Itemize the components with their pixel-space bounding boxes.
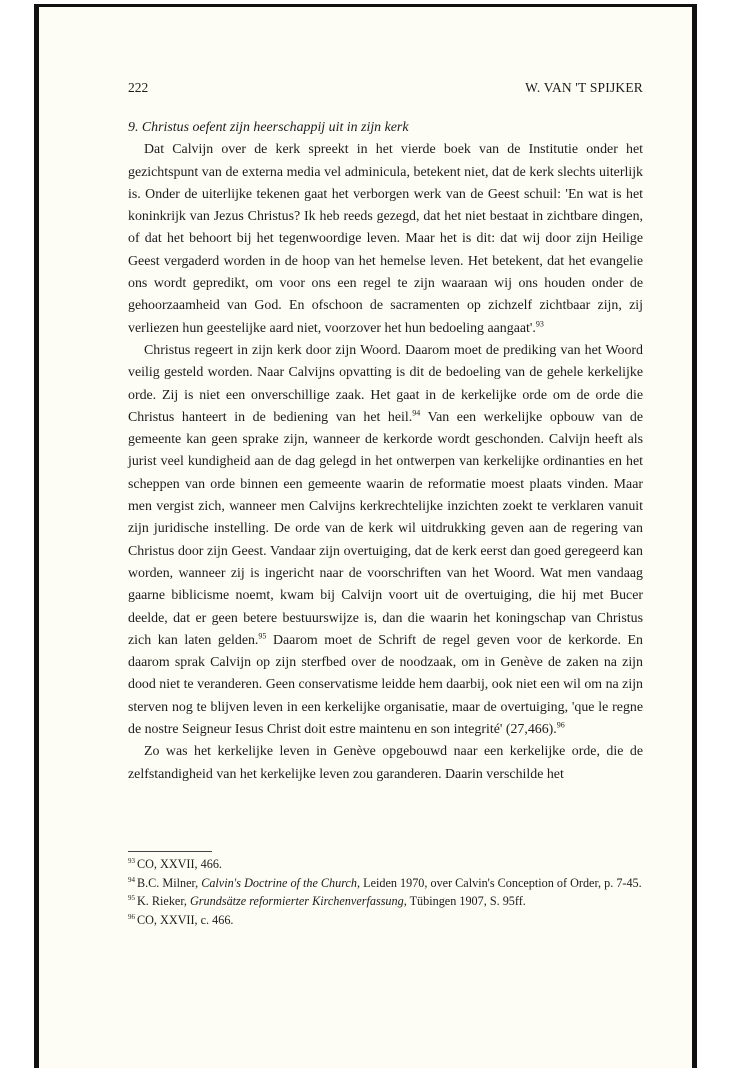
section-heading: 9. Christus oefent zijn heerschappij uit in zijn kerk <box>128 120 409 135</box>
footnote <box>128 912 643 930</box>
page-border-left <box>34 4 39 1068</box>
footnote-ref: 96 <box>556 720 565 730</box>
body-text <box>128 117 643 786</box>
paragraph <box>128 139 643 340</box>
book-title: Calvin's Doctrine of the Church, <box>201 875 361 890</box>
text-run: Christus regeert in zijn kerk door zijn Woord. Daarom moet de prediking van het Woord veilig gesteld worden. Naar Calvijns opvatting is dit de bedoeling van de gehele kerkelijke orde. Zij is niet een onverschillige zaak. Het gaat in de kerkelijke orde om de orde die Christus hanteert in de bediening van het heil. <box>128 342 643 425</box>
book-title: Grundsätze reformierter Kirchenverfassung, <box>190 894 407 909</box>
footnote-text: Tübingen 1907, S. 95ff. <box>406 894 526 909</box>
footnote <box>128 893 643 911</box>
paragraph <box>128 340 643 741</box>
page-border-top <box>34 4 696 7</box>
footnote-number: 95 <box>128 894 135 903</box>
text-run: Van een werkelijke opbouw van de gemeente kan geen sprake zijn, wanneer de kerkorde wordt geschonden. Calvijn heeft als jurist veel kundigheid aan de dag gelegd in het ontwerpen van kerkelijke ordinanties en het scheppen van orde binnen een gemeente waarin de reformatie moest plaats vinden. Maar men vergist zich, wanneer men Calvijns kerkrechtelijke inzichten zoekt te verklaren vanuit zijn juridische instelling. De orde van de kerk wil uitdrukking geven aan de regering van Christus door zijn Geest. Vandaar zijn overtuiging, dat de kerk eerst dan goed geregeerd kan worden, wanneer zij is ingericht naar de voorschriften van het Woord. Wat men vandaag gaarne biblicisme noemt, kwam bij Calvijn voort uit de overtuiging, die hij met Bucer deelde, dat er geen betere bestuurswijze is, dan die waarin het koningschap van Christus zich kan laten gelden. <box>128 409 644 648</box>
footnote <box>128 856 643 874</box>
footnote-text: B.C. Milner, <box>137 875 202 890</box>
text-run: Dat Calvijn over de kerk spreekt in het vierde boek van de Institutie onder het gezichtspunt van de externa media vel adminicula, betekent niet, dat de kerk slechts uiterlijk is. Onder de uiterlijke tekenen gaat het verborgen werk van de Geest schuil: 'En wat is het koninkrijk van Jezus Christus? Ik heb reeds gezegd, dat het niet bestaat in zichtbare dingen, of dat het behoort bij het tegenwoordige leven. Maar het is dit: dat wij door zijn Heilige Geest vergaderd worden in de hoop van het hemelse leven. Het betekent, dat het evangelie ons wordt gepredikt, om voor ons een regel te zijn waaraan wij ons houden onder de gehoorzaamheid van God. En ofschoon de sacramenten op zichzelf zichtbaar zijn, zij verliezen hun geestelijke aard niet, voorzover het hun bedoeling aangaat'. <box>128 142 643 336</box>
text-run: Zo was het kerkelijke leven in Genève opgebouwd naar een kerkelijke orde, die de zelfstandigheid van het kerkelijke leven zou garanderen. Daarin verschilde het <box>128 744 643 782</box>
page-number: 222 <box>128 80 149 95</box>
footnote-number: 96 <box>128 912 135 921</box>
footnote-text: CO, XXVII, c. 466. <box>137 912 234 927</box>
footnote <box>128 875 643 893</box>
text-run: Daarom moet de Schrift de regel geven voor de kerkorde. En daarom sprak Calvijn op zijn sterfbed over de noodzaak, om in Genève de zaken na zijn dood niet te veranderen. Geen conservatisme leidde hem daarbij, ook niet een wil om na zijn sterven nog te blijven leven in een kerkelijke organisatie, maar de overtuiging, 'que le regne de nostre Seigneur Iesus Christ doit estre maintenu en son integrité' (27,466). <box>128 632 643 738</box>
footnote-ref: 95 <box>258 631 267 641</box>
page-border-right <box>692 4 697 1068</box>
paragraph <box>128 741 643 786</box>
footnote-text: K. Rieker, <box>137 894 190 909</box>
footnote-rule <box>128 851 212 852</box>
running-header <box>128 80 643 100</box>
footnote-number: 93 <box>128 856 135 865</box>
footnote-text: Leiden 1970, over Calvin's Conception of Order, p. 7-45. <box>360 875 642 890</box>
running-head-author: W. VAN 'T SPIJKER <box>525 80 643 95</box>
footnote-number: 94 <box>128 875 135 884</box>
footnotes <box>128 856 643 930</box>
footnote-text: CO, XXVII, 466. <box>137 857 222 871</box>
footnote-ref: 94 <box>412 408 421 418</box>
footnote-ref: 93 <box>535 319 544 329</box>
